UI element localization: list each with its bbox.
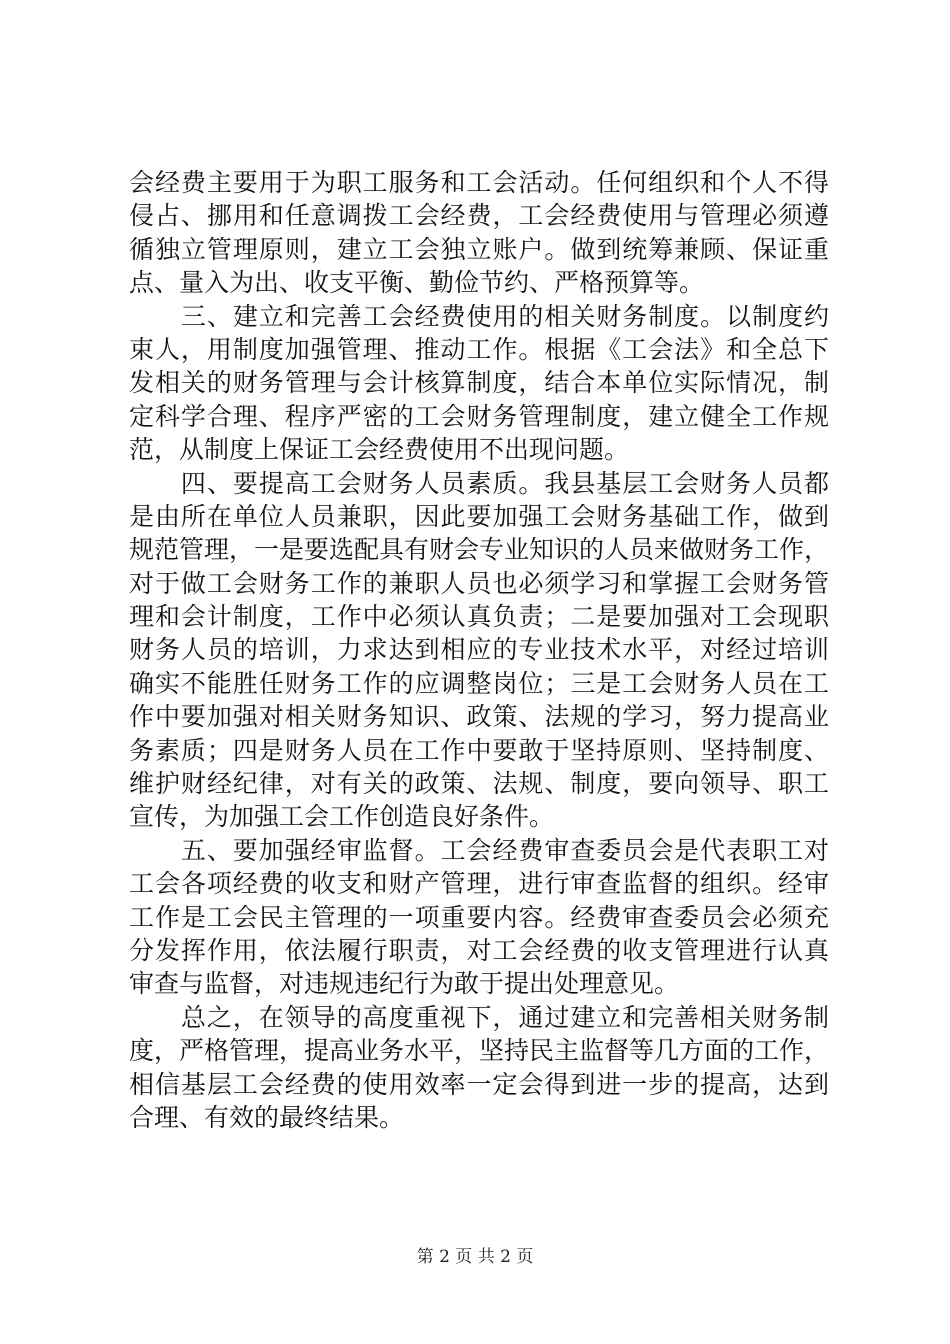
text-line: 合理、有效的最终结果。 bbox=[129, 1102, 405, 1132]
text-line: 工会各项经费的收支和财产管理，进行审查监督的组织。经审 bbox=[129, 869, 829, 899]
text-line: 度，严格管理，提高业务水平，坚持民主监督等几方面的工作， bbox=[129, 1036, 830, 1066]
text-line: 五、要加强经审监督。工会经费审查委员会是代表职工对 bbox=[129, 835, 829, 865]
text-line: 循独立管理原则，建立工会独立账户。做到统筹兼顾、保证重 bbox=[129, 234, 829, 264]
text-line: 侵占、挪用和任意调拨工会经费，工会经费使用与管理必须遵 bbox=[129, 201, 829, 231]
text-line: 发相关的财务管理与会计核算制度，结合本单位实际情况，制 bbox=[129, 368, 829, 398]
text-line: 宣传，为加强工会工作创造良好条件。 bbox=[129, 802, 555, 832]
text-line: 务素质；四是财务人员在工作中要敢于坚持原则、坚持制度、 bbox=[129, 735, 829, 765]
text-line: 规范管理，一是要选配具有财会专业知识的人员来做财务工作， bbox=[129, 535, 830, 565]
text-line: 范，从制度上保证工会经费使用不出现问题。 bbox=[129, 435, 630, 465]
text-line: 维护财经纪律，对有关的政策、法规、制度，要向领导、职工 bbox=[129, 769, 829, 799]
text-line: 对于做工会财务工作的兼职人员也必须学习和掌握工会财务管 bbox=[129, 568, 829, 598]
text-line: 三、建立和完善工会经费使用的相关财务制度。以制度约 bbox=[129, 301, 829, 331]
text-line: 财务人员的培训，力求达到相应的专业技术水平，对经过培训 bbox=[129, 635, 829, 665]
text-line: 定科学合理、程序严密的工会财务管理制度，建立健全工作规 bbox=[129, 401, 829, 431]
text-line: 分发挥作用，依法履行职责，对工会经费的收支管理进行认真 bbox=[129, 935, 829, 965]
text-line: 相信基层工会经费的使用效率一定会得到进一步的提高，达到 bbox=[129, 1069, 829, 1099]
text-line: 是由所在单位人员兼职，因此要加强工会财务基础工作，做到 bbox=[129, 501, 829, 531]
text-line: 作中要加强对相关财务知识、政策、法规的学习，努力提高业 bbox=[129, 702, 829, 732]
text-line: 会经费主要用于为职工服务和工会活动。任何组织和个人不得 bbox=[129, 168, 829, 197]
body-text bbox=[129, 166, 829, 1134]
text-line: 确实不能胜任财务工作的应调整岗位；三是工会财务人员在工 bbox=[129, 668, 829, 698]
page-footer: 第 2 页 共 2 页 bbox=[416, 1247, 534, 1267]
text-line: 束人，用制度加强管理、推动工作。根据《工会法》和全总下 bbox=[129, 334, 829, 364]
text-line: 理和会计制度，工作中必须认真负责；二是要加强对工会现职 bbox=[129, 602, 829, 632]
text-line: 工作是工会民主管理的一项重要内容。经费审查委员会必须充 bbox=[129, 902, 829, 932]
text-line: 审查与监督，对违规违纪行为敢于提出处理意见。 bbox=[129, 969, 680, 999]
text-line: 点、量入为出、收支平衡、勤俭节约、严格预算等。 bbox=[129, 268, 705, 298]
text-line: 总之，在领导的高度重视下，通过建立和完善相关财务制 bbox=[129, 1002, 829, 1032]
text-line: 四、要提高工会财务人员素质。我县基层工会财务人员都 bbox=[129, 468, 829, 498]
